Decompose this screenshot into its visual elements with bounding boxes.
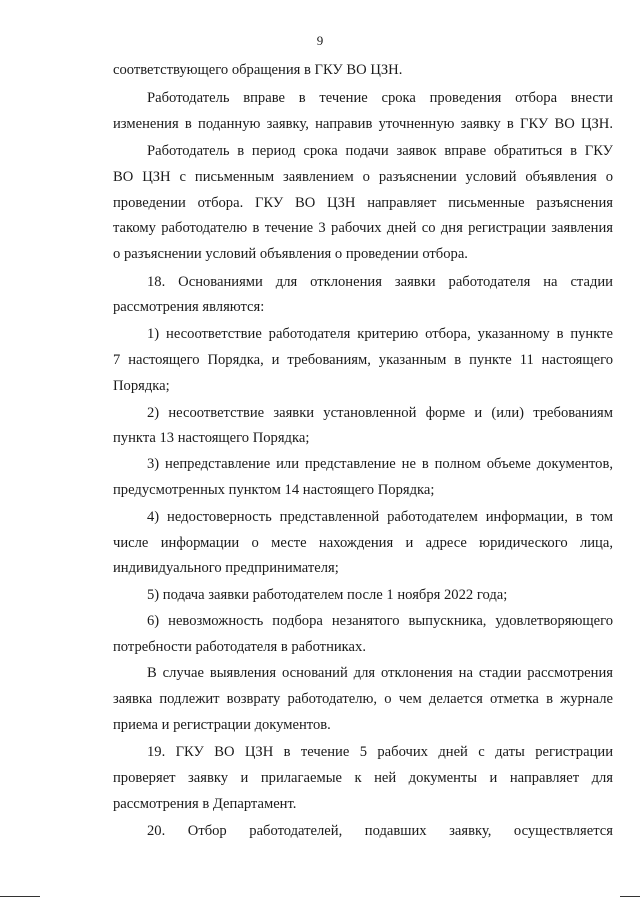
text-line: индивидуального предпринимателя;: [113, 560, 339, 576]
text-line: 19. ГКУ ВО ЦЗН в течение 5 рабочих дней с даты регистрации: [147, 744, 613, 760]
text-line: потребности работодателя в работниках.: [113, 639, 366, 655]
text-line: 20. Отбор работодателей, подавших заявку, осуществляется: [147, 823, 613, 839]
text-line: 18. Основаниями для отклонения заявки работодателя на стадии: [147, 274, 613, 290]
text-line: 1) несоответствие работодателя критерию отбора, указанному в пункте: [147, 326, 613, 342]
text-line: предусмотренных пунктом 14 настоящего Порядка;: [113, 482, 435, 498]
text-line: 3) непредставление или представление не в полном объеме документов,: [147, 456, 613, 472]
text-line: такому работодателю в течение 3 рабочих дней со дня регистрации заявления: [113, 220, 613, 236]
text-line: соответствующего обращения в ГКУ ВО ЦЗН.: [113, 62, 403, 78]
text-line: рассмотрения в Департамент.: [113, 796, 297, 812]
text-line: пункта 13 настоящего Порядка;: [113, 430, 310, 446]
text-line: рассмотрения являются:: [113, 299, 265, 315]
text-line: ВО ЦЗН с письменным заявлением о разъяснении условий объявления о: [113, 169, 613, 185]
text-line: изменения в поданную заявку, направив уточненную заявку в ГКУ ВО ЦЗН.: [113, 116, 613, 132]
text-line: заявка подлежит возврату работодателю, о чем делается отметка в журнале: [113, 691, 613, 707]
text-line: числе информации о месте нахождения и адресе юридического лица,: [113, 535, 613, 551]
text-line: 5) подача заявки работодателем после 1 ноября 2022 года;: [147, 587, 508, 603]
text-line: приема и регистрации документов.: [113, 717, 331, 733]
text-line: 7 настоящего Порядка, и требованиям, указанным в пункте 11 настоящего: [113, 352, 613, 368]
text-line: о разъяснении условий объявления о проведении отбора.: [113, 246, 468, 262]
text-line: проведении отбора. ГКУ ВО ЦЗН направляет письменные разъяснения: [113, 195, 613, 211]
text-line: 2) несоответствие заявки установленной форме и (или) требованиям: [147, 405, 613, 421]
text-line: Порядка;: [113, 378, 170, 394]
text-line: Работодатель в период срока подачи заявок вправе обратиться в ГКУ: [147, 143, 613, 159]
text-line: 6) невозможность подбора незанятого выпускника, удовлетворяющего: [147, 613, 613, 629]
text-line: проверяет заявку и прилагаемые к ней документы и направляет для: [113, 770, 613, 786]
bottom-edge-mark: [0, 896, 40, 897]
page-number: 9: [316, 33, 324, 48]
bottom-edge-mark: [620, 896, 640, 897]
text-line: 4) недостоверность представленной работодателем информации, в том: [147, 509, 613, 525]
text-line: В случае выявления оснований для отклонения на стадии рассмотрения: [147, 665, 613, 681]
text-line: Работодатель вправе в течение срока проведения отбора внести: [147, 90, 613, 106]
